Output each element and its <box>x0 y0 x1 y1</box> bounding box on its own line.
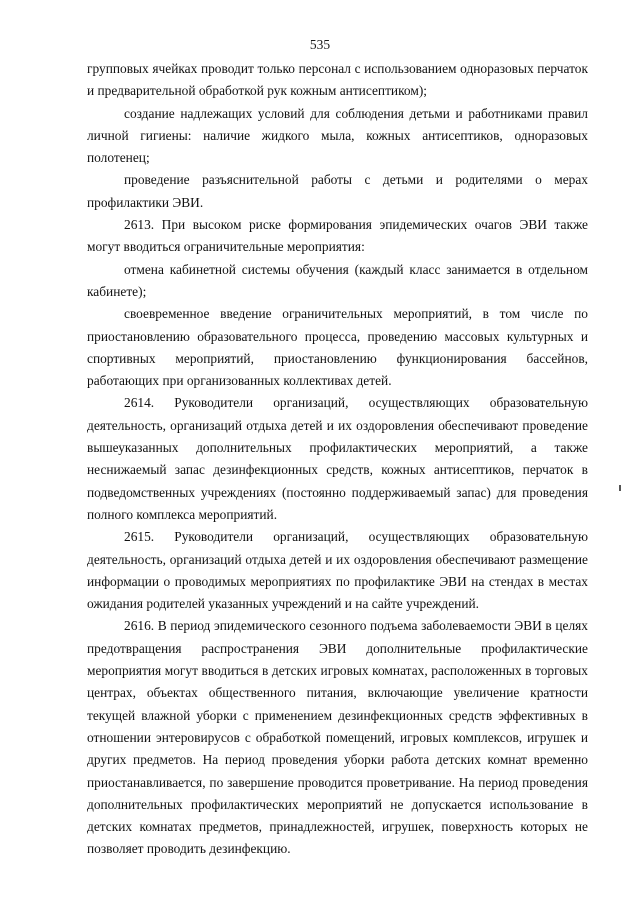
paragraph-restrictive-measures: своевременное введение ограничительных мероприятий, в том числе по приостановлению образовательного процесса, проведению массовых культурных и спортивных мероприятий, приостановлению функционирования бассейнов, работающих при организованных коллективах детей. <box>87 306 588 389</box>
scan-artifact-mark <box>619 485 621 491</box>
paragraph-cabinet-system: отмена кабинетной системы обучения (каждый класс занимается в отдельном кабинете); <box>87 261 588 299</box>
document-body <box>87 58 588 861</box>
paragraph-hygiene-conditions: создание надлежащих условий для соблюдения детьми и работниками правил личной гигиены: наличие жидкого мыла, кожных антисептиков, одноразовых полотенец; <box>87 105 588 166</box>
paragraph-2616: 2616. В период эпидемического сезонного подъема заболеваемости ЭВИ в целях предотвращения распространения ЭВИ дополнительные профилактические мероприятия могут вводиться в детских игровых комнатах, расположенных в торговых центрах, объектах общественного питания, включающие увеличение кратности текущей влажной уборки с применением дезинфекционных средств эффективных в отношении энтеровирусов с обработкой помещений, игровых комплексов, игрушек и других предметов. На период проведения уборки работа детских комнат временно приостанавливается, по завершение проводится проветривание. На период проведения дополнительных профилактических мероприятий не допускается использование в детских комнатах предметов, принадлежностей, игрушек, поверхность которых не позволяет проводить дезинфекцию. <box>87 618 588 857</box>
paragraph-2614: 2614. Руководители организаций, осуществляющих образовательную деятельность, организаций отдыха детей и их оздоровления обеспечивают проведение вышеуказанных дополнительных профилактических мероприятий, а также неснижаемый запас дезинфекционных средств, кожных антисептиков, перчаток в подведомственных учреждениях (постоянно поддерживаемый запас) для проведения полного комплекса мероприятий. <box>87 395 588 522</box>
paragraph-explanatory-work: проведение разъяснительной работы с детьми и родителями о мерах профилактики ЭВИ. <box>87 172 588 210</box>
paragraph-2615: 2615. Руководители организаций, осуществляющих образовательную деятельность, организаций отдыха детей и их оздоровления обеспечивают размещение информации о проводимых мероприятиях по профилактике ЭВИ на стендах в местах ожидания родителей указанных учреждений и на сайте учреждений. <box>87 529 588 612</box>
paragraph-continuation: групповых ячейках проводит только персонал с использованием одноразовых перчаток и предварительной обработкой рук кожным антисептиком); <box>87 61 588 99</box>
page-number: 535 <box>309 37 331 52</box>
paragraph-2613: 2613. При высоком риске формирования эпидемических очагов ЭВИ также могут вводиться ограничительные мероприятия: <box>87 217 588 255</box>
